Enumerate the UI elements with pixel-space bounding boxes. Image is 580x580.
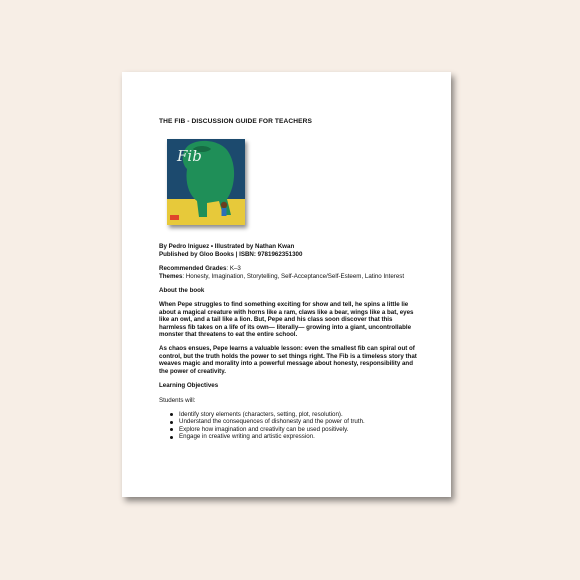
cover-child-body xyxy=(222,208,227,216)
themes-label: Themes xyxy=(159,272,183,280)
publisher-line: Published by Gloo Books | ISBN: 9781962351300 xyxy=(159,250,303,258)
byline: By Pedro Iniguez • Illustrated by Nathan Kwan xyxy=(159,243,295,251)
grades-value: : K–3 xyxy=(226,265,241,273)
students-will: Students will: xyxy=(159,396,196,404)
list-item: Engage in creative writing and artistic expression. xyxy=(179,433,421,440)
cover-publisher-logo xyxy=(170,215,179,220)
about-paragraph-1: When Pepe struggles to find something exciting for show and tell, he spins a little lie about a magical creature with horns like a ram, claws like a bear, wings like a bat, eyes like an owl, and a tail like a lion. But, Pepe and his class soon discover that this harmless fib takes on a life of its own— literally— growing into a giant, uncontrollable monster that threatens to eat the entire school. xyxy=(159,301,414,339)
themes-line xyxy=(159,273,421,280)
list-item: Explore how imagination and creativity can be used positively. xyxy=(179,426,421,433)
objectives-list xyxy=(159,411,421,441)
book-cover-image xyxy=(167,139,245,225)
book-cover-illustration xyxy=(167,139,245,225)
cover-child-head xyxy=(221,202,227,208)
grades-line xyxy=(159,265,421,272)
about-paragraph-2: As chaos ensues, Pepe learns a valuable lesson: even the smallest fib can spiral out of control, but the truth holds the power to set things right. The Fib is a timeless story that weaves magic and morality into a powerful message about honesty, responsibility and the power of creativity. xyxy=(159,345,417,375)
list-item: Identify story elements (characters, setting, plot, resolution). xyxy=(179,411,421,418)
about-heading: About the book xyxy=(159,287,205,295)
list-item: Understand the consequences of dishonesty and the power of truth. xyxy=(179,418,421,425)
document-content xyxy=(159,118,421,441)
grades-label: Recommended Grades xyxy=(159,265,227,273)
document-page xyxy=(122,72,451,497)
cover-title-text: Fib xyxy=(177,147,202,166)
document-title: THE FIB - DISCUSSION GUIDE FOR TEACHERS xyxy=(159,118,312,125)
objectives-heading: Learning Objectives xyxy=(159,382,219,390)
themes-value: : Honesty, Imagination, Storytelling, Self-Acceptance/Self-Esteem, Latino Interest xyxy=(182,272,405,280)
